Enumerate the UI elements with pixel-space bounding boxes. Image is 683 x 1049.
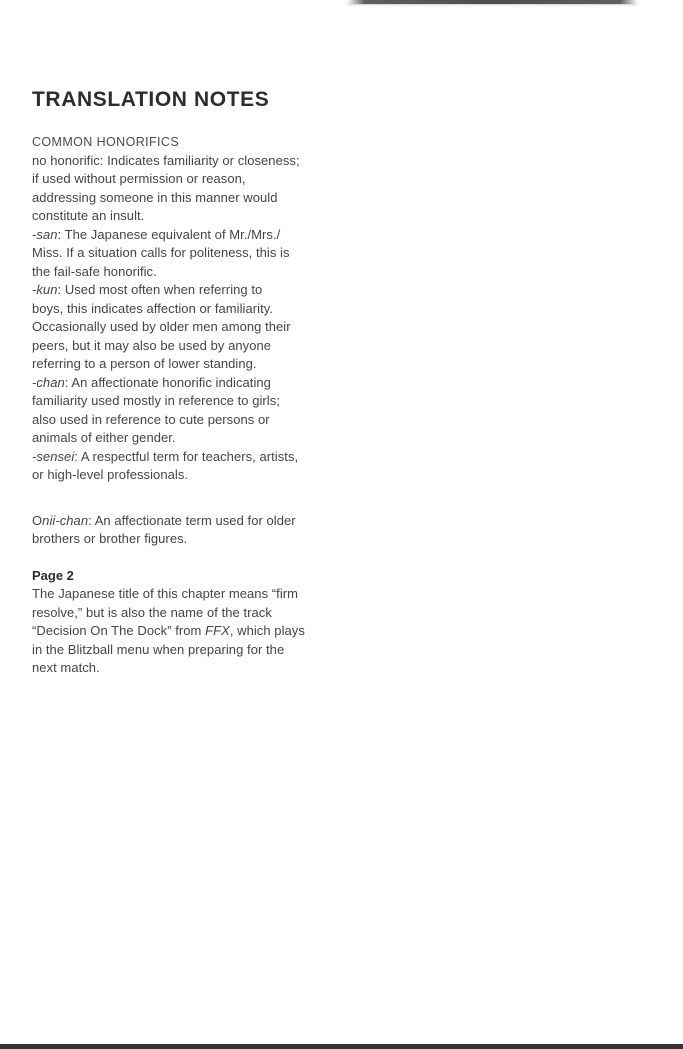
text-run: also used in reference to cute persons or [32,411,270,427]
text-run: brothers or brother figures. [32,531,188,546]
text-line [32,448,342,467]
text-line [32,207,342,226]
italic-text-run: -kun [32,282,58,297]
text-run: constitute an insult. [32,208,145,223]
text-line [32,622,342,641]
text-run: or high-level professionals. [32,467,189,482]
text-run: : A respectful term for teachers, artists, [74,448,299,464]
bottom-scan-bar [0,1044,683,1049]
text-run: : The Japanese equivalent of Mr./Mrs./ [57,226,281,242]
text-run: peers, but it may also be used by anyone [32,337,272,353]
text-line [32,466,342,485]
text-line [32,300,342,319]
notes-paragraph [32,585,342,678]
text-run: : Used most often when referring to [57,282,263,297]
text-run: : An affectionate honorific indicating [64,374,271,390]
text-run: O [32,512,43,528]
text-line [32,530,342,549]
text-run: : An affectionate term used for older [88,512,296,528]
text-line [32,659,342,678]
page-title: TRANSLATION NOTES [32,88,270,111]
text-run: “Decision On The Dock” from [32,623,206,638]
text-run: boys, this indicates affection or familiarity. [32,300,273,316]
text-run: Miss. If a situation calls for politeness, this is [32,245,290,260]
text-line [32,226,342,245]
notes-heading: Page 2 [32,567,74,583]
text-line [32,411,342,430]
text-line [32,318,342,337]
text-line [32,392,342,411]
text-line [32,374,342,393]
text-line [32,355,342,374]
italic-text-run: -chan [32,374,65,390]
text-line [32,337,342,356]
text-line [32,244,342,263]
text-run: referring to a person of lower standing. [32,356,257,371]
text-line [32,604,342,623]
notes-heading: COMMON HONORIFICS [32,135,180,149]
text-run: familiarity used mostly in reference to girls; [32,393,280,408]
text-line [32,429,342,448]
text-run: resolve,” but is also the name of the track [32,604,272,620]
notes-body [32,133,342,678]
text-run: if used without permission or reason, [32,171,246,186]
text-run: animals of either gender. [32,430,176,445]
page-edge-artifact [347,0,638,4]
text-run: Occasionally used by older men among their [32,319,291,334]
text-run: no honorific: Indicates familiarity or closeness; [32,152,300,168]
text-line [32,585,342,604]
italic-text-run: FFX [205,623,230,638]
text-run: the fail-safe honorific. [32,263,157,279]
text-line [32,263,342,282]
italic-text-run: -sensei [32,448,75,464]
text-run: The Japanese title of this chapter means “firm [32,586,299,601]
text-line [32,170,342,189]
notes-paragraph [32,512,342,549]
notes-paragraph [32,152,342,485]
text-line [32,152,342,171]
italic-text-run: nii-chan [42,512,89,528]
text-line [32,189,342,208]
text-line [32,641,342,660]
text-line [32,512,342,531]
text-run: next match. [32,660,100,675]
text-run: , which plays [229,623,305,638]
text-line [32,281,342,300]
translation-notes [32,87,342,678]
text-run: in the Blitzball menu when preparing for the [32,641,285,657]
text-run: addressing someone in this manner would [32,189,278,205]
italic-text-run: -san [32,226,58,242]
